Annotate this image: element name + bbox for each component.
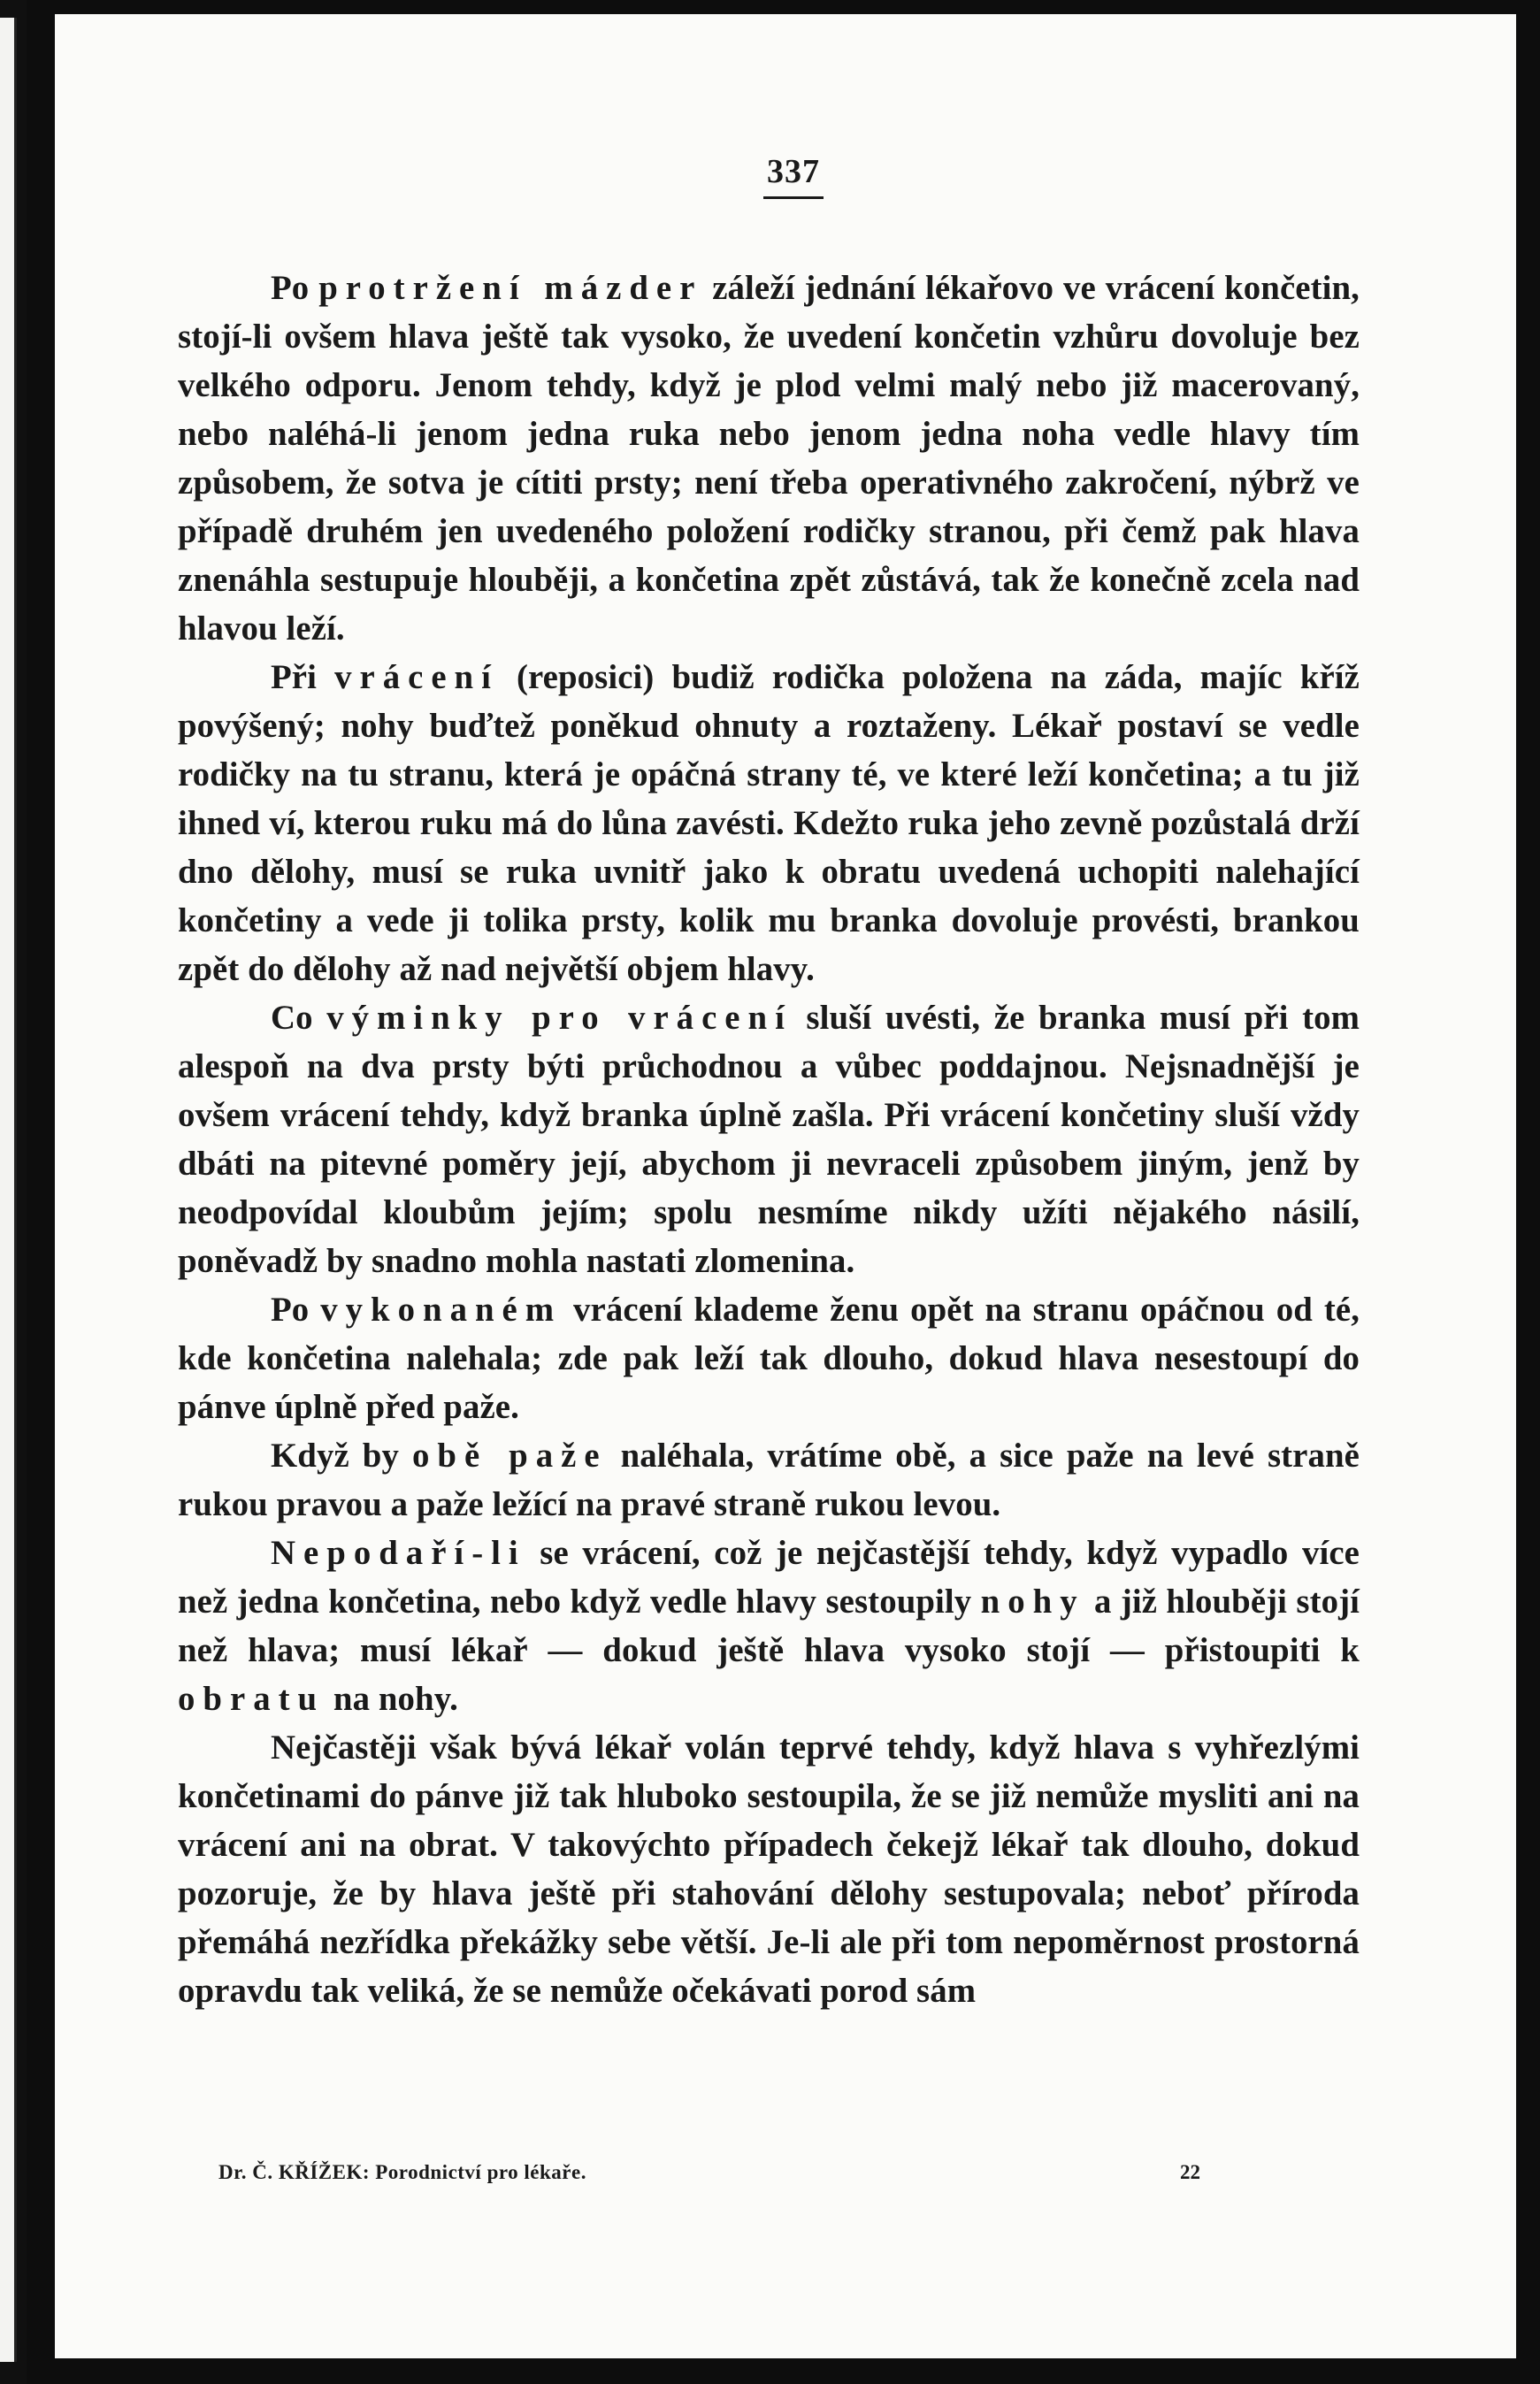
emphasized-text: výminky pro vrácení xyxy=(326,999,793,1037)
paragraph-text: sluší uvésti, že branka musí při tom alespoň na dva prsty býti průchodnou a vůbec poddajnou. Nejsnadnější je ovšem vrácení tehdy, když branka úplně zašla. Při vrácení končetiny sluší vždy dbáti na pitevné poměry její, abychom ji nevraceli způsobem jiným, jenž by neodpovídal kloubům jejím; spolu nesmíme nikdy užíti nějakého násilí, poněvadž by snadno mohla nastati zlomenina. xyxy=(178,999,1360,1280)
page-footer xyxy=(218,2161,1200,2184)
footer-author-title: Dr. Č. KŘÍŽEK: Porodnictví pro lékaře. xyxy=(218,2161,586,2183)
adjacent-page-sliver xyxy=(0,18,17,2362)
footer-signature-mark: 22 xyxy=(1180,2161,1200,2183)
emphasized-text: Nepodaří-li xyxy=(271,1534,526,1572)
paragraph xyxy=(178,264,1360,653)
paragraph-text: Nejčastěji však bývá lékař volán teprvé tehdy, když hlava s vyhřezlými končetinami do pánve již tak hluboko sestoupila, že se již nemůže mysliti ani na vrácení ani na obrat. V takovýchto případech čekejž lékař tak dlouho, dokud pozoruje, že by hlava ještě při stahování dělohy sestupovala; neboť příroda přemáhá nezřídka překážky sebe větší. Je-li ale při tom nepoměrnost prostorná opravdu tak veliká, že se nemůže očekávati porod sám xyxy=(178,1729,1360,2010)
paragraph-text: záleží jednání lékařovo ve vrácení končetin, stojí-li ovšem hlava ještě tak vysoko, že uvedení končetin vzhůru dovoluje bez velkého odporu. Jenom tehdy, když je plod velmi malý nebo již macerovaný, nebo naléhá-li jenom jedna ruka nebo jenom jedna noha vedle hlavy tím způsobem, že sotva je cítiti prsty; není třeba operativného zakročení, nýbrž ve případě druhém jen uvedeného položení rodičky stranou, při čemž pak hlava znenáhla sestupuje hlouběji, a končetina zpět zůstává, tak že konečně zcela nad hlavou leží. xyxy=(178,269,1360,648)
emphasized-text: vrácení xyxy=(334,658,499,696)
paragraph-text: naléhala, vrátíme obě, a sice paže na levé straně rukou pravou a paže ležící na pravé straně rukou levou. xyxy=(178,1437,1360,1523)
paragraph xyxy=(178,1529,1360,1723)
paragraph-text: (reposici) budiž rodička položena na záda, majíc kříž povýšený; nohy buďtež poněkud ohnuty a roztaženy. Lékař postaví se vedle rodičky na tu stranu, která je opáčná strany té, ve které leží končetina; a tu již ihned ví, kterou ruku má do lůna zavésti. Kdežto ruka jeho zevně pozůstalá drží dno dělohy, musí se ruka uvnitř jako k obratu uvedená uchopiti nalehající končetiny a vede ji tolika prsty, kolik mu branka dovoluje provésti, brankou zpět do dělohy až nad největší objem hlavy. xyxy=(178,658,1360,988)
emphasized-text: nohy xyxy=(980,1583,1085,1621)
paragraph-text: Co xyxy=(271,999,327,1037)
emphasized-text: vykonaném xyxy=(320,1291,563,1329)
paragraph xyxy=(178,653,1360,993)
emphasized-text: obě paže xyxy=(412,1437,608,1475)
book-page xyxy=(55,14,1516,2358)
paragraph-text: se vrácení, což je nejčastější tehdy, když vypadlo více než jedna končetina, nebo když vedle hlavy sestoupily xyxy=(178,1534,1360,1621)
paragraph xyxy=(178,1285,1360,1431)
paragraph-text: Po xyxy=(271,269,319,307)
paragraph-text: vrácení klademe ženu opět na stranu opáčnou od té, kde končetina nalehala; zde pak leží tak dlouho, dokud hlava nesestoupí do pánve úplně před paže. xyxy=(178,1291,1360,1426)
paragraph-text: Při xyxy=(271,658,335,696)
paragraph xyxy=(178,1723,1360,2015)
page-number-text: 337 xyxy=(763,152,824,199)
paragraph-text: a již hlouběji stojí než hlava; musí lékař — dokud ještě hlava vysoko stojí — přistoupiti k xyxy=(178,1583,1360,1669)
paragraph xyxy=(178,1431,1360,1529)
emphasized-text: protržení mázder xyxy=(318,269,703,307)
page-number xyxy=(55,152,1516,199)
paragraph-text: na nohy. xyxy=(325,1680,458,1718)
paragraph-text: Po xyxy=(271,1291,321,1329)
adjacent-page-edge xyxy=(0,0,27,2384)
paragraph-text: Když by xyxy=(271,1437,412,1475)
paragraph xyxy=(178,993,1360,1285)
emphasized-text: obratu xyxy=(178,1680,326,1718)
body-text xyxy=(178,264,1360,2015)
